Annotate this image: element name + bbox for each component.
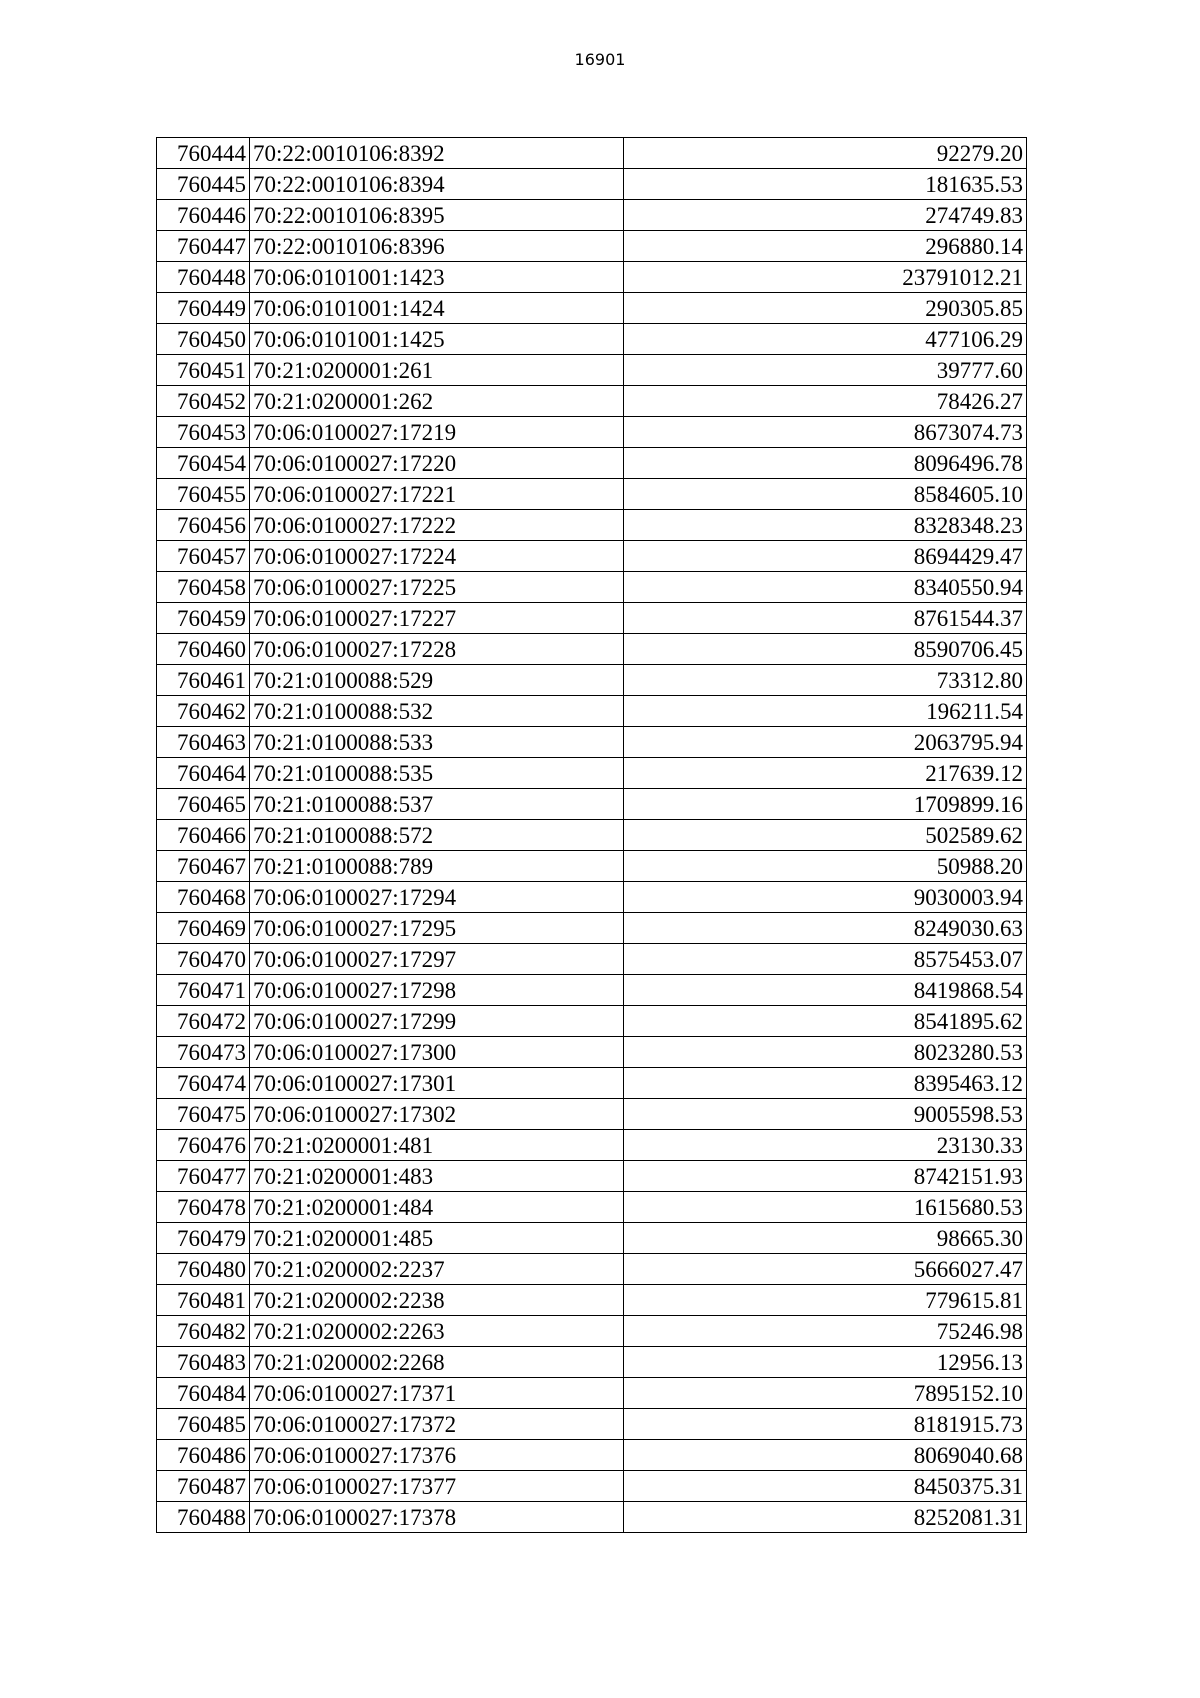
cadastral-value-cell: 1709899.16 bbox=[624, 789, 1027, 820]
row-number-cell: 760455 bbox=[157, 479, 250, 510]
table-row bbox=[157, 603, 1027, 634]
row-number-cell: 760451 bbox=[157, 355, 250, 386]
row-number-cell: 760470 bbox=[157, 944, 250, 975]
row-number-cell: 760474 bbox=[157, 1068, 250, 1099]
row-number-cell: 760446 bbox=[157, 200, 250, 231]
cadastral-number-cell: 70:06:0100027:17220 bbox=[250, 448, 624, 479]
table-row bbox=[157, 200, 1027, 231]
cadastral-value-cell: 290305.85 bbox=[624, 293, 1027, 324]
cadastral-value-cell: 50988.20 bbox=[624, 851, 1027, 882]
cadastral-number-cell: 70:06:0100027:17225 bbox=[250, 572, 624, 603]
table-row bbox=[157, 293, 1027, 324]
cadastral-number-cell: 70:22:0010106:8395 bbox=[250, 200, 624, 231]
cadastral-value-cell: 196211.54 bbox=[624, 696, 1027, 727]
table-row bbox=[157, 1440, 1027, 1471]
row-number-cell: 760450 bbox=[157, 324, 250, 355]
cadastral-number-cell: 70:22:0010106:8392 bbox=[250, 138, 624, 169]
row-number-cell: 760448 bbox=[157, 262, 250, 293]
table-row bbox=[157, 1316, 1027, 1347]
cadastral-value-cell: 39777.60 bbox=[624, 355, 1027, 386]
cadastral-number-cell: 70:06:0100027:17299 bbox=[250, 1006, 624, 1037]
table-row bbox=[157, 231, 1027, 262]
cadastral-value-cell: 8761544.37 bbox=[624, 603, 1027, 634]
cadastral-value-cell: 98665.30 bbox=[624, 1223, 1027, 1254]
row-number-cell: 760444 bbox=[157, 138, 250, 169]
row-number-cell: 760467 bbox=[157, 851, 250, 882]
registry-table bbox=[156, 137, 1027, 1533]
table-row bbox=[157, 820, 1027, 851]
cadastral-number-cell: 70:21:0200002:2263 bbox=[250, 1316, 624, 1347]
row-number-cell: 760445 bbox=[157, 169, 250, 200]
page-number: 16901 bbox=[574, 50, 626, 69]
row-number-cell: 760449 bbox=[157, 293, 250, 324]
cadastral-value-cell: 8419868.54 bbox=[624, 975, 1027, 1006]
table-row bbox=[157, 851, 1027, 882]
table-row bbox=[157, 789, 1027, 820]
table-row bbox=[157, 138, 1027, 169]
cadastral-number-cell: 70:06:0100027:17219 bbox=[250, 417, 624, 448]
cadastral-value-cell: 8023280.53 bbox=[624, 1037, 1027, 1068]
table-row bbox=[157, 1130, 1027, 1161]
row-number-cell: 760487 bbox=[157, 1471, 250, 1502]
row-number-cell: 760471 bbox=[157, 975, 250, 1006]
row-number-cell: 760469 bbox=[157, 913, 250, 944]
cadastral-value-cell: 8450375.31 bbox=[624, 1471, 1027, 1502]
cadastral-value-cell: 7895152.10 bbox=[624, 1378, 1027, 1409]
table-row bbox=[157, 572, 1027, 603]
cadastral-value-cell: 8541895.62 bbox=[624, 1006, 1027, 1037]
cadastral-value-cell: 274749.83 bbox=[624, 200, 1027, 231]
row-number-cell: 760454 bbox=[157, 448, 250, 479]
row-number-cell: 760473 bbox=[157, 1037, 250, 1068]
cadastral-value-cell: 1615680.53 bbox=[624, 1192, 1027, 1223]
cadastral-value-cell: 23791012.21 bbox=[624, 262, 1027, 293]
row-number-cell: 760482 bbox=[157, 1316, 250, 1347]
table-row bbox=[157, 1223, 1027, 1254]
cadastral-number-cell: 70:22:0010106:8396 bbox=[250, 231, 624, 262]
cadastral-number-cell: 70:21:0100088:535 bbox=[250, 758, 624, 789]
row-number-cell: 760458 bbox=[157, 572, 250, 603]
table-row bbox=[157, 665, 1027, 696]
cadastral-number-cell: 70:06:0100027:17228 bbox=[250, 634, 624, 665]
row-number-cell: 760478 bbox=[157, 1192, 250, 1223]
cadastral-value-cell: 12956.13 bbox=[624, 1347, 1027, 1378]
row-number-cell: 760466 bbox=[157, 820, 250, 851]
row-number-cell: 760465 bbox=[157, 789, 250, 820]
row-number-cell: 760488 bbox=[157, 1502, 250, 1533]
row-number-cell: 760475 bbox=[157, 1099, 250, 1130]
row-number-cell: 760460 bbox=[157, 634, 250, 665]
row-number-cell: 760457 bbox=[157, 541, 250, 572]
table-row bbox=[157, 479, 1027, 510]
row-number-cell: 760456 bbox=[157, 510, 250, 541]
row-number-cell: 760463 bbox=[157, 727, 250, 758]
table-row bbox=[157, 1068, 1027, 1099]
cadastral-number-cell: 70:06:0100027:17222 bbox=[250, 510, 624, 541]
table-row bbox=[157, 758, 1027, 789]
cadastral-number-cell: 70:21:0100088:789 bbox=[250, 851, 624, 882]
row-number-cell: 760452 bbox=[157, 386, 250, 417]
table-row bbox=[157, 1006, 1027, 1037]
cadastral-value-cell: 8395463.12 bbox=[624, 1068, 1027, 1099]
table-row bbox=[157, 1378, 1027, 1409]
cadastral-value-cell: 8340550.94 bbox=[624, 572, 1027, 603]
cadastral-value-cell: 75246.98 bbox=[624, 1316, 1027, 1347]
cadastral-number-cell: 70:06:0100027:17227 bbox=[250, 603, 624, 634]
cadastral-number-cell: 70:21:0200001:261 bbox=[250, 355, 624, 386]
table-row bbox=[157, 1254, 1027, 1285]
cadastral-value-cell: 8069040.68 bbox=[624, 1440, 1027, 1471]
cadastral-number-cell: 70:06:0100027:17371 bbox=[250, 1378, 624, 1409]
cadastral-value-cell: 73312.80 bbox=[624, 665, 1027, 696]
cadastral-value-cell: 181635.53 bbox=[624, 169, 1027, 200]
cadastral-value-cell: 23130.33 bbox=[624, 1130, 1027, 1161]
row-number-cell: 760472 bbox=[157, 1006, 250, 1037]
cadastral-value-cell: 8575453.07 bbox=[624, 944, 1027, 975]
cadastral-number-cell: 70:06:0100027:17300 bbox=[250, 1037, 624, 1068]
row-number-cell: 760486 bbox=[157, 1440, 250, 1471]
row-number-cell: 760459 bbox=[157, 603, 250, 634]
table-row bbox=[157, 355, 1027, 386]
cadastral-value-cell: 2063795.94 bbox=[624, 727, 1027, 758]
cadastral-number-cell: 70:06:0101001:1425 bbox=[250, 324, 624, 355]
row-number-cell: 760481 bbox=[157, 1285, 250, 1316]
cadastral-value-cell: 8590706.45 bbox=[624, 634, 1027, 665]
cadastral-number-cell: 70:21:0200002:2238 bbox=[250, 1285, 624, 1316]
cadastral-number-cell: 70:22:0010106:8394 bbox=[250, 169, 624, 200]
table-row bbox=[157, 1471, 1027, 1502]
row-number-cell: 760483 bbox=[157, 1347, 250, 1378]
cadastral-number-cell: 70:06:0100027:17376 bbox=[250, 1440, 624, 1471]
table-row bbox=[157, 1037, 1027, 1068]
cadastral-value-cell: 8096496.78 bbox=[624, 448, 1027, 479]
cadastral-number-cell: 70:21:0200001:483 bbox=[250, 1161, 624, 1192]
row-number-cell: 760477 bbox=[157, 1161, 250, 1192]
row-number-cell: 760462 bbox=[157, 696, 250, 727]
table-row bbox=[157, 1285, 1027, 1316]
cadastral-number-cell: 70:06:0100027:17295 bbox=[250, 913, 624, 944]
cadastral-number-cell: 70:06:0100027:17378 bbox=[250, 1502, 624, 1533]
cadastral-number-cell: 70:21:0200001:481 bbox=[250, 1130, 624, 1161]
cadastral-number-cell: 70:06:0100027:17377 bbox=[250, 1471, 624, 1502]
table-row bbox=[157, 727, 1027, 758]
cadastral-number-cell: 70:06:0100027:17224 bbox=[250, 541, 624, 572]
cadastral-value-cell: 8742151.93 bbox=[624, 1161, 1027, 1192]
table-row bbox=[157, 1192, 1027, 1223]
cadastral-number-cell: 70:06:0101001:1423 bbox=[250, 262, 624, 293]
table-row bbox=[157, 1161, 1027, 1192]
cadastral-value-cell: 8249030.63 bbox=[624, 913, 1027, 944]
cadastral-number-cell: 70:21:0100088:537 bbox=[250, 789, 624, 820]
cadastral-value-cell: 9005598.53 bbox=[624, 1099, 1027, 1130]
cadastral-value-cell: 92279.20 bbox=[624, 138, 1027, 169]
row-number-cell: 760447 bbox=[157, 231, 250, 262]
cadastral-number-cell: 70:06:0100027:17301 bbox=[250, 1068, 624, 1099]
table-row bbox=[157, 262, 1027, 293]
table-row bbox=[157, 882, 1027, 913]
cadastral-value-cell: 296880.14 bbox=[624, 231, 1027, 262]
table-row bbox=[157, 944, 1027, 975]
cadastral-value-cell: 8181915.73 bbox=[624, 1409, 1027, 1440]
table-row bbox=[157, 696, 1027, 727]
cadastral-value-cell: 217639.12 bbox=[624, 758, 1027, 789]
table-row bbox=[157, 448, 1027, 479]
cadastral-value-cell: 8673074.73 bbox=[624, 417, 1027, 448]
cadastral-number-cell: 70:21:0100088:572 bbox=[250, 820, 624, 851]
row-number-cell: 760453 bbox=[157, 417, 250, 448]
row-number-cell: 760461 bbox=[157, 665, 250, 696]
table-row bbox=[157, 324, 1027, 355]
table-row bbox=[157, 1099, 1027, 1130]
cadastral-number-cell: 70:06:0100027:17302 bbox=[250, 1099, 624, 1130]
row-number-cell: 760484 bbox=[157, 1378, 250, 1409]
cadastral-value-cell: 5666027.47 bbox=[624, 1254, 1027, 1285]
cadastral-number-cell: 70:21:0100088:529 bbox=[250, 665, 624, 696]
cadastral-number-cell: 70:06:0101001:1424 bbox=[250, 293, 624, 324]
cadastral-number-cell: 70:06:0100027:17297 bbox=[250, 944, 624, 975]
row-number-cell: 760468 bbox=[157, 882, 250, 913]
cadastral-number-cell: 70:21:0100088:533 bbox=[250, 727, 624, 758]
table-row bbox=[157, 1409, 1027, 1440]
cadastral-number-cell: 70:06:0100027:17221 bbox=[250, 479, 624, 510]
table-row bbox=[157, 417, 1027, 448]
cadastral-number-cell: 70:21:0200001:262 bbox=[250, 386, 624, 417]
cadastral-number-cell: 70:21:0200001:484 bbox=[250, 1192, 624, 1223]
table-row bbox=[157, 913, 1027, 944]
cadastral-value-cell: 9030003.94 bbox=[624, 882, 1027, 913]
table-row bbox=[157, 510, 1027, 541]
cadastral-number-cell: 70:06:0100027:17294 bbox=[250, 882, 624, 913]
table-row bbox=[157, 386, 1027, 417]
row-number-cell: 760476 bbox=[157, 1130, 250, 1161]
cadastral-value-cell: 8328348.23 bbox=[624, 510, 1027, 541]
cadastral-value-cell: 8584605.10 bbox=[624, 479, 1027, 510]
table-row bbox=[157, 1502, 1027, 1533]
cadastral-value-cell: 779615.81 bbox=[624, 1285, 1027, 1316]
table-row bbox=[157, 634, 1027, 665]
cadastral-value-cell: 8252081.31 bbox=[624, 1502, 1027, 1533]
cadastral-number-cell: 70:21:0200002:2268 bbox=[250, 1347, 624, 1378]
table-row bbox=[157, 975, 1027, 1006]
row-number-cell: 760479 bbox=[157, 1223, 250, 1254]
registry-table-body bbox=[157, 138, 1027, 1533]
cadastral-number-cell: 70:21:0200001:485 bbox=[250, 1223, 624, 1254]
table-row bbox=[157, 1347, 1027, 1378]
row-number-cell: 760464 bbox=[157, 758, 250, 789]
cadastral-number-cell: 70:21:0200002:2237 bbox=[250, 1254, 624, 1285]
cadastral-value-cell: 78426.27 bbox=[624, 386, 1027, 417]
cadastral-value-cell: 8694429.47 bbox=[624, 541, 1027, 572]
table-row bbox=[157, 169, 1027, 200]
cadastral-number-cell: 70:06:0100027:17372 bbox=[250, 1409, 624, 1440]
table-row bbox=[157, 541, 1027, 572]
cadastral-value-cell: 502589.62 bbox=[624, 820, 1027, 851]
cadastral-value-cell: 477106.29 bbox=[624, 324, 1027, 355]
row-number-cell: 760480 bbox=[157, 1254, 250, 1285]
cadastral-number-cell: 70:06:0100027:17298 bbox=[250, 975, 624, 1006]
cadastral-number-cell: 70:21:0100088:532 bbox=[250, 696, 624, 727]
row-number-cell: 760485 bbox=[157, 1409, 250, 1440]
